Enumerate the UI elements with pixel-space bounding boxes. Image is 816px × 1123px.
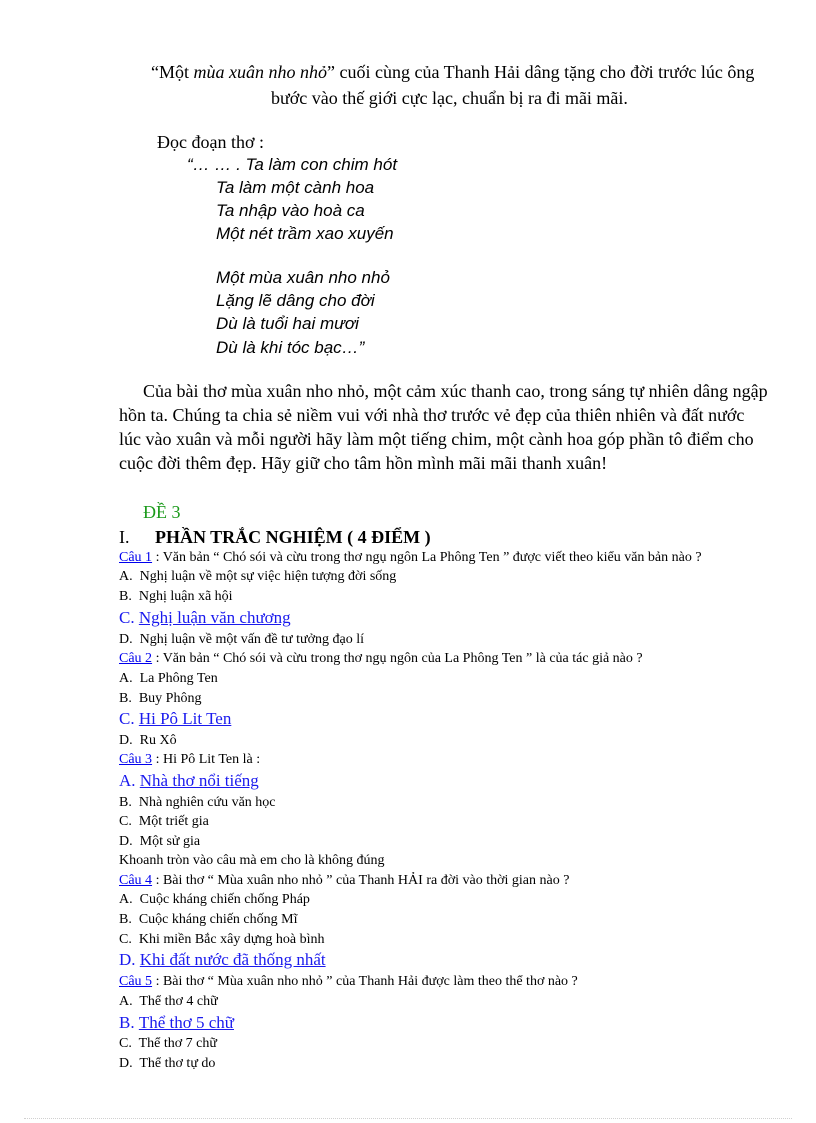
poem-line: Một nét trầm xao xuyến [216,224,394,243]
poem-heading: Đọc đoạn thơ : [157,132,264,152]
section-number: I. [119,527,130,547]
option-c: C. Một triết gia [119,814,209,829]
page-bottom-divider [24,1118,792,1119]
question-label-link[interactable]: Câu 3 [119,752,153,767]
question-label-link[interactable]: Câu 2 [119,651,153,666]
option-b: B. Buy Phông [119,691,202,706]
paragraph-line: lúc vào xuân và mỗi người hãy làm một tiếng chim, một cành hoa góp phần tô điểm cho [119,429,754,449]
option-d: D. Nghị luận về một vấn đề tư tưởng đạo lí [119,632,365,647]
poem-line: Dù là tuổi hai mươi [216,314,359,333]
question-2 [119,651,643,667]
option-d: D. Ru Xô [119,733,177,748]
intro-line-1 [151,62,754,83]
option-a: A. Nghị luận về một sự việc hiện tượng đời sống [119,569,397,584]
section-title: PHẦN TRẮC NGHIỆM ( 4 ĐIỂM ) [155,527,431,547]
poem-line: Lặng lẽ dâng cho đời [216,291,375,310]
question-label-link[interactable]: Câu 4 [119,873,153,888]
option-b-correct: B. Thể thơ 5 chữ [119,1013,234,1032]
intro-suffix: ” cuối cùng của Thanh Hải dâng tặng cho đời trước lúc ông [327,62,755,82]
option-d: D. Thể thơ tự do [119,1056,216,1071]
option-b: B. Nghị luận xã hội [119,589,233,604]
poem-line: Một mùa xuân nho nhỏ [216,268,390,287]
poem-line: Ta nhập vào hoà ca [216,201,365,220]
question-text: : Văn bản “ Chó sói và cừu trong thơ ngụ ngôn La Phông Ten ” được viết theo kiểu văn bản nào ? [152,550,702,565]
option-d: D. Một sử gia [119,834,201,849]
option-b: B. Nhà nghiên cứu văn học [119,795,276,810]
option-c: C. Thể thơ 7 chữ [119,1036,217,1051]
paragraph-line: Của bài thơ mùa xuân nho nhỏ, một cảm xúc thanh cao, trong sáng tự nhiên dâng ngập [143,381,768,401]
poem-line: Ta làm một cành hoa [216,178,375,197]
question-text: : Văn bản “ Chó sói và cừu trong thơ ngụ ngôn của La Phông Ten ” là của tác giả nào ? [152,651,643,666]
paragraph-line: hồn ta. Chúng ta chia sẻ niềm vui với nhà thơ trước vẻ đẹp của thiên nhiên và đất nước [119,405,745,425]
option-a: A. Cuộc kháng chiến chống Pháp [119,892,310,907]
option-a: A. La Phông Ten [119,671,218,686]
intro-line-2: bước vào thế giới cực lạc, chuẩn bị ra đi mãi mãi. [271,88,628,108]
question-label-link[interactable]: Câu 5 [119,974,153,989]
option-c-correct: C. Nghị luận văn chương [119,608,291,627]
instruction-text: Khoanh tròn vào câu mà em cho là không đúng [119,853,385,868]
question-text: : Hi Pô Lit Ten là : [152,752,261,767]
option-c: C. Khi miền Bắc xây dựng hoà bình [119,932,325,947]
paragraph-line: cuộc đời thêm đẹp. Hãy giữ cho tâm hồn mình mãi mãi thanh xuân! [119,453,608,473]
option-d-correct: D. Khi đất nước đã thống nhất [119,950,326,969]
option-b: B. Cuộc kháng chiến chống Mĩ [119,912,298,927]
option-a-correct: A. Nhà thơ nổi tiếng [119,771,259,790]
question-3 [119,752,260,768]
poem-line: “… … . Ta làm con chim hót [187,155,398,174]
question-5 [119,974,578,990]
question-1 [119,550,702,566]
intro-poem-title: mùa xuân nho nhỏ [193,62,327,82]
question-4 [119,873,569,889]
question-label-link[interactable]: Câu 1 [119,550,153,565]
poem-line: Dù là khi tóc bạc…” [216,338,365,357]
option-c-correct: C. Hi Pô Lit Ten [119,709,232,728]
intro-prefix: “Một [151,62,194,82]
exam-title: ĐỀ 3 [143,502,181,522]
question-text: : Bài thơ “ Mùa xuân nho nhỏ ” của Thanh HẢI ra đời vào thời gian nào ? [152,873,570,888]
question-text: : Bài thơ “ Mùa xuân nho nhỏ ” của Thanh Hải được làm theo thể thơ nào ? [152,974,578,989]
option-a: A. Thể thơ 4 chữ [119,994,218,1009]
